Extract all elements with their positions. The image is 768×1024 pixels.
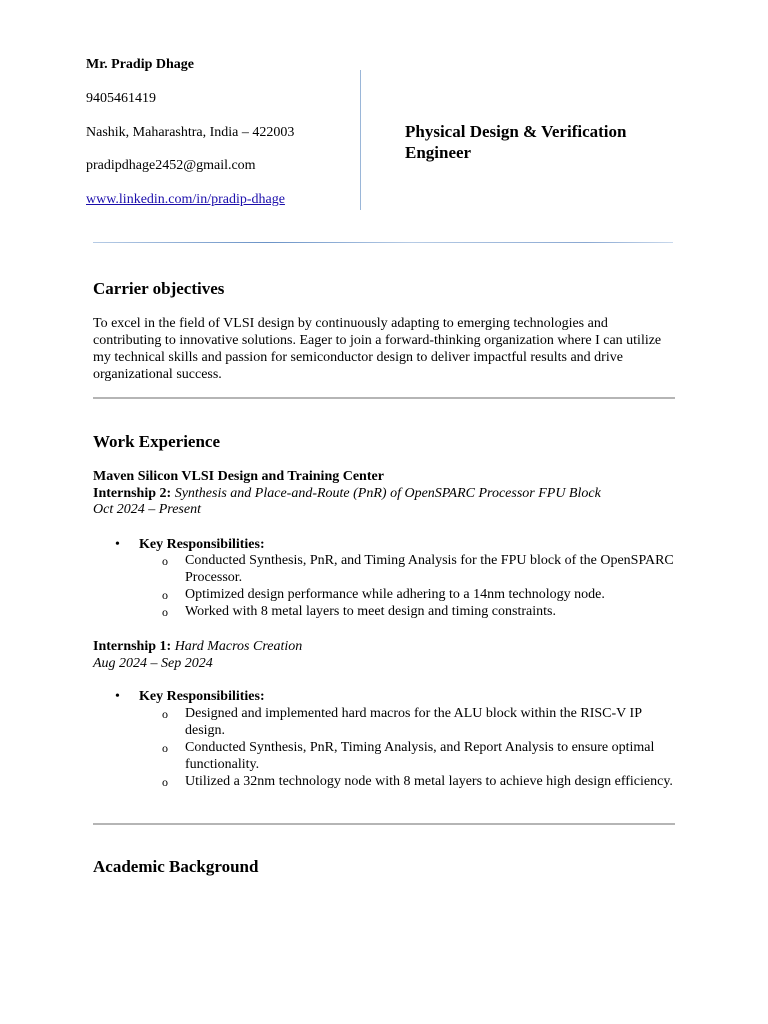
section-divider	[93, 823, 675, 825]
header-divider	[360, 70, 361, 210]
responsibility-item: Designed and implemented hard macros for the ALU block within the RISC-V IP design.	[185, 706, 642, 738]
contact-phone: 9405461419	[86, 91, 156, 106]
sub-bullet-icon: o	[162, 554, 168, 568]
sub-bullet-icon: o	[162, 707, 168, 721]
bullet-icon: •	[115, 689, 120, 704]
internship-1-project: Hard Macros Creation	[174, 639, 303, 654]
sub-bullet-icon: o	[162, 775, 168, 789]
bullet-icon: •	[115, 537, 120, 552]
sub-bullet-icon: o	[162, 588, 168, 602]
responsibility-item: Utilized a 32nm technology node with 8 metal layers to achieve high design efficiency.	[185, 774, 673, 789]
section-divider	[93, 397, 675, 399]
contact-name: Mr. Pradip Dhage	[86, 57, 194, 72]
internship-2-dates: Oct 2024 – Present	[93, 502, 201, 517]
internship-2-project: Synthesis and Place-and-Route (PnR) of OpenSPARC Processor FPU Block	[174, 486, 601, 501]
responsibility-item: Conducted Synthesis, PnR, and Timing Analysis for the FPU block of the OpenSPARC Processor.	[185, 553, 674, 585]
internship-1-dates: Aug 2024 – Sep 2024	[93, 656, 213, 671]
headline-line-2: Engineer	[405, 143, 472, 162]
headline	[405, 121, 626, 163]
sub-bullet-icon: o	[162, 741, 168, 755]
internship-1-title	[93, 638, 302, 656]
contact-address: Nashik, Maharashtra, India – 422003	[86, 125, 295, 140]
internship-2-label: Internship 2:	[93, 486, 172, 501]
key-responsibilities-label: Key Responsibilities:	[139, 537, 265, 552]
objectives-text: To excel in the field of VLSI design by continuously adapting to emerging technologies and contributing to innovative solutions. Eager to join a forward-thinking organization where I can utilize my technical skills and passion for semiconductor design to deliver impactful results and drive organizational success.	[93, 316, 662, 382]
responsibility-item: Conducted Synthesis, PnR, Timing Analysis, and Report Analysis to ensure optimal functionality.	[185, 740, 655, 772]
responsibility-item: Worked with 8 metal layers to meet design and timing constraints.	[185, 604, 556, 619]
work-heading: Work Experience	[93, 432, 221, 451]
sub-bullet-icon: o	[162, 605, 168, 619]
header-rule	[93, 242, 673, 243]
responsibility-item: Optimized design performance while adhering to a 14nm technology node.	[185, 587, 605, 602]
key-responsibilities-label: Key Responsibilities:	[139, 689, 265, 704]
contact-email: pradipdhage2452@gmail.com	[86, 158, 256, 173]
internship-1-label: Internship 1:	[93, 639, 172, 654]
objectives-heading: Carrier objectives	[93, 279, 225, 298]
headline-line-1: Physical Design & Verification	[405, 122, 627, 141]
company-name: Maven Silicon VLSI Design and Training Center	[93, 469, 384, 484]
academic-heading: Academic Background	[93, 857, 259, 876]
linkedin-link[interactable]: www.linkedin.com/in/pradip-dhage	[86, 192, 285, 207]
